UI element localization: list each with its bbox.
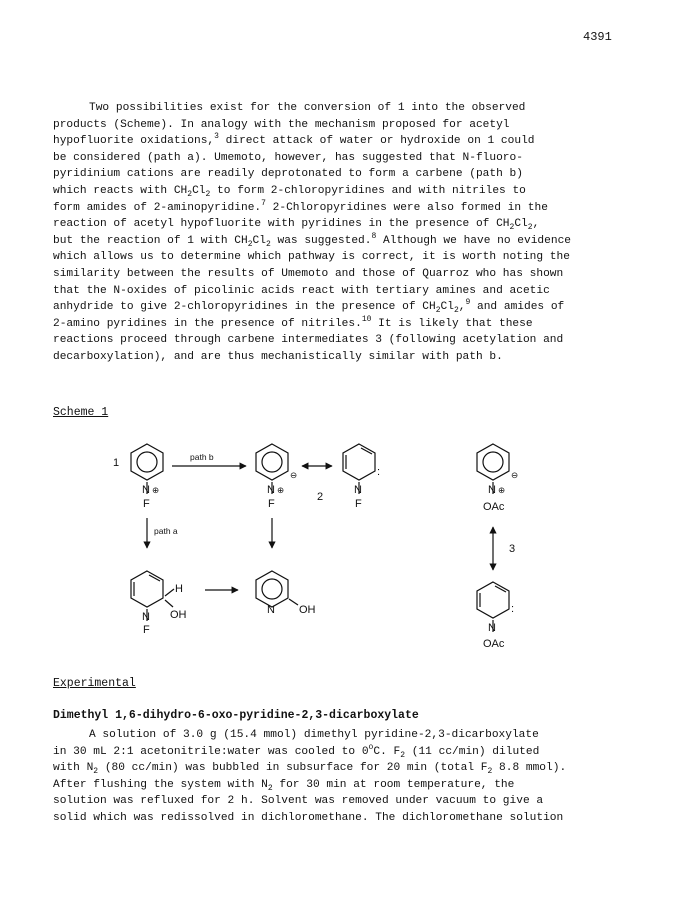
text-line: which allows us to determine which pathway is correct, it is worth noting the [53, 251, 570, 264]
path-b-label: path b [190, 452, 214, 462]
compound-label-1: 1 [113, 457, 120, 469]
atom-label: N [267, 604, 275, 616]
atom-label: F [143, 624, 150, 636]
text-line: anhydride to give 2-chloropyridines in the presence of $CH_2Cl_2,^9$ and amides of [53, 298, 565, 316]
text-line: that the N-oxides of picolinic acids react with tertiary amines and acetic [53, 284, 550, 297]
experimental-paragraph [53, 727, 623, 827]
carbene-dots: : [511, 603, 515, 615]
atom-label: F [355, 498, 362, 510]
text-line: solid which was redissolved in dichloromethane. The dichloromethane solution [53, 811, 564, 824]
text-line: Two possibilities exist for the conversion of 1 into the observed [89, 102, 526, 114]
text-line: A solution of 3.0 g (15.4 mmol) dimethyl pyridine-2,3-dicarboxylate [89, 729, 539, 741]
hydroxypyridine-ring [256, 571, 298, 607]
atom-label: F [143, 498, 150, 510]
path-a-label: path a [154, 526, 178, 536]
text-line: reactions proceed through carbene intermediates 3 (following acetylation and [53, 334, 564, 347]
text-line: which reacts with $CH_2Cl_2$ to form 2-chloropyridines and with nitriles to [53, 184, 526, 199]
text-line: solution was refluxed for 2 h. Solvent was removed under vacuum to give a [53, 795, 544, 808]
charge-label: ⊖ [290, 470, 298, 480]
citation: 10 [361, 314, 372, 324]
atom-label: N [488, 622, 496, 634]
citation: 7 [261, 198, 266, 208]
charge-label: ⊕ [277, 485, 285, 495]
text-line: products (Scheme). In analogy with the mechanism proposed for acetyl [53, 118, 510, 131]
text-line: form amides of 2-aminopyridine.$^7$ 2-Chloropyridines were also formed in the [53, 198, 548, 214]
text-line: hypofluorite oxidations,$^3$ direct attack of water or hydroxide on 1 could [53, 132, 535, 148]
group-label: OH [170, 609, 187, 621]
text-line: 2-amino pyridines in the presence of nitriles.$^{10}$ It is likely that these [53, 314, 533, 330]
page-number: 4391 [583, 30, 612, 44]
citation: 9 [465, 298, 471, 308]
text-line: pyridinium cations are readily deprotonated to form a carbene (path b) [53, 168, 523, 181]
text-line: be considered (path a). Umemoto, however, has suggested that N-fluoro- [53, 151, 523, 164]
group-label: OAc [483, 501, 505, 513]
charge-label: ⊕ [152, 485, 160, 495]
compound-title: Dimethyl 1,6-dihydro-6-oxo-pyridine-2,3-dicarboxylate [53, 709, 419, 722]
atom-label: N [267, 484, 275, 496]
atom-label: N [354, 484, 362, 496]
scheme-heading: Scheme 1 [53, 406, 109, 419]
text-line: with $N_2$ (80 cc/min) was bubbled in subsurface for 20 min (total $F_2$ 8.8 mmol). [53, 762, 567, 777]
compound-label-3: 3 [509, 543, 516, 555]
text-line: After flushing the system with $N_2$ for 30 min at room temperature, the [53, 778, 515, 793]
citation: 3 [214, 132, 219, 142]
text-line: reaction of acetyl hypofluorite with pyridines in the presence of $CH_2Cl_2$, [53, 218, 540, 233]
atom-label: N [142, 484, 150, 496]
text-line: decarboxylation), and are thus mechanistically similar with path b. [53, 350, 503, 363]
text-line: in 30 mL 2:1 acetonitrile:water was cooled to 0$^o$C. $F_2$ (11 cc/min) diluted [53, 742, 540, 760]
citation: 8 [371, 231, 377, 241]
discussion-paragraph [53, 100, 613, 366]
group-label: OH [299, 604, 316, 616]
charge-label: ⊖ [511, 470, 519, 480]
charge-label: ⊕ [498, 485, 506, 495]
text-line: similarity between the results of Umemoto and those of Quarroz who has shown [53, 267, 564, 280]
reaction-scheme [0, 430, 676, 675]
hydroxy-dihydropyridine-ring [131, 571, 174, 621]
atom-label: H [175, 583, 183, 595]
text-line: but the reaction of 1 with $CH_2Cl_2$ was suggested.$^8$ Although we have no evidence [53, 231, 571, 249]
carbene-dots: : [377, 466, 381, 478]
compound-label-2: 2 [317, 491, 324, 503]
experimental-heading: Experimental [53, 677, 136, 690]
atom-label: F [268, 498, 275, 510]
atom-label: N [488, 484, 496, 496]
group-label: OAc [483, 638, 505, 650]
atom-label: N [142, 611, 150, 623]
